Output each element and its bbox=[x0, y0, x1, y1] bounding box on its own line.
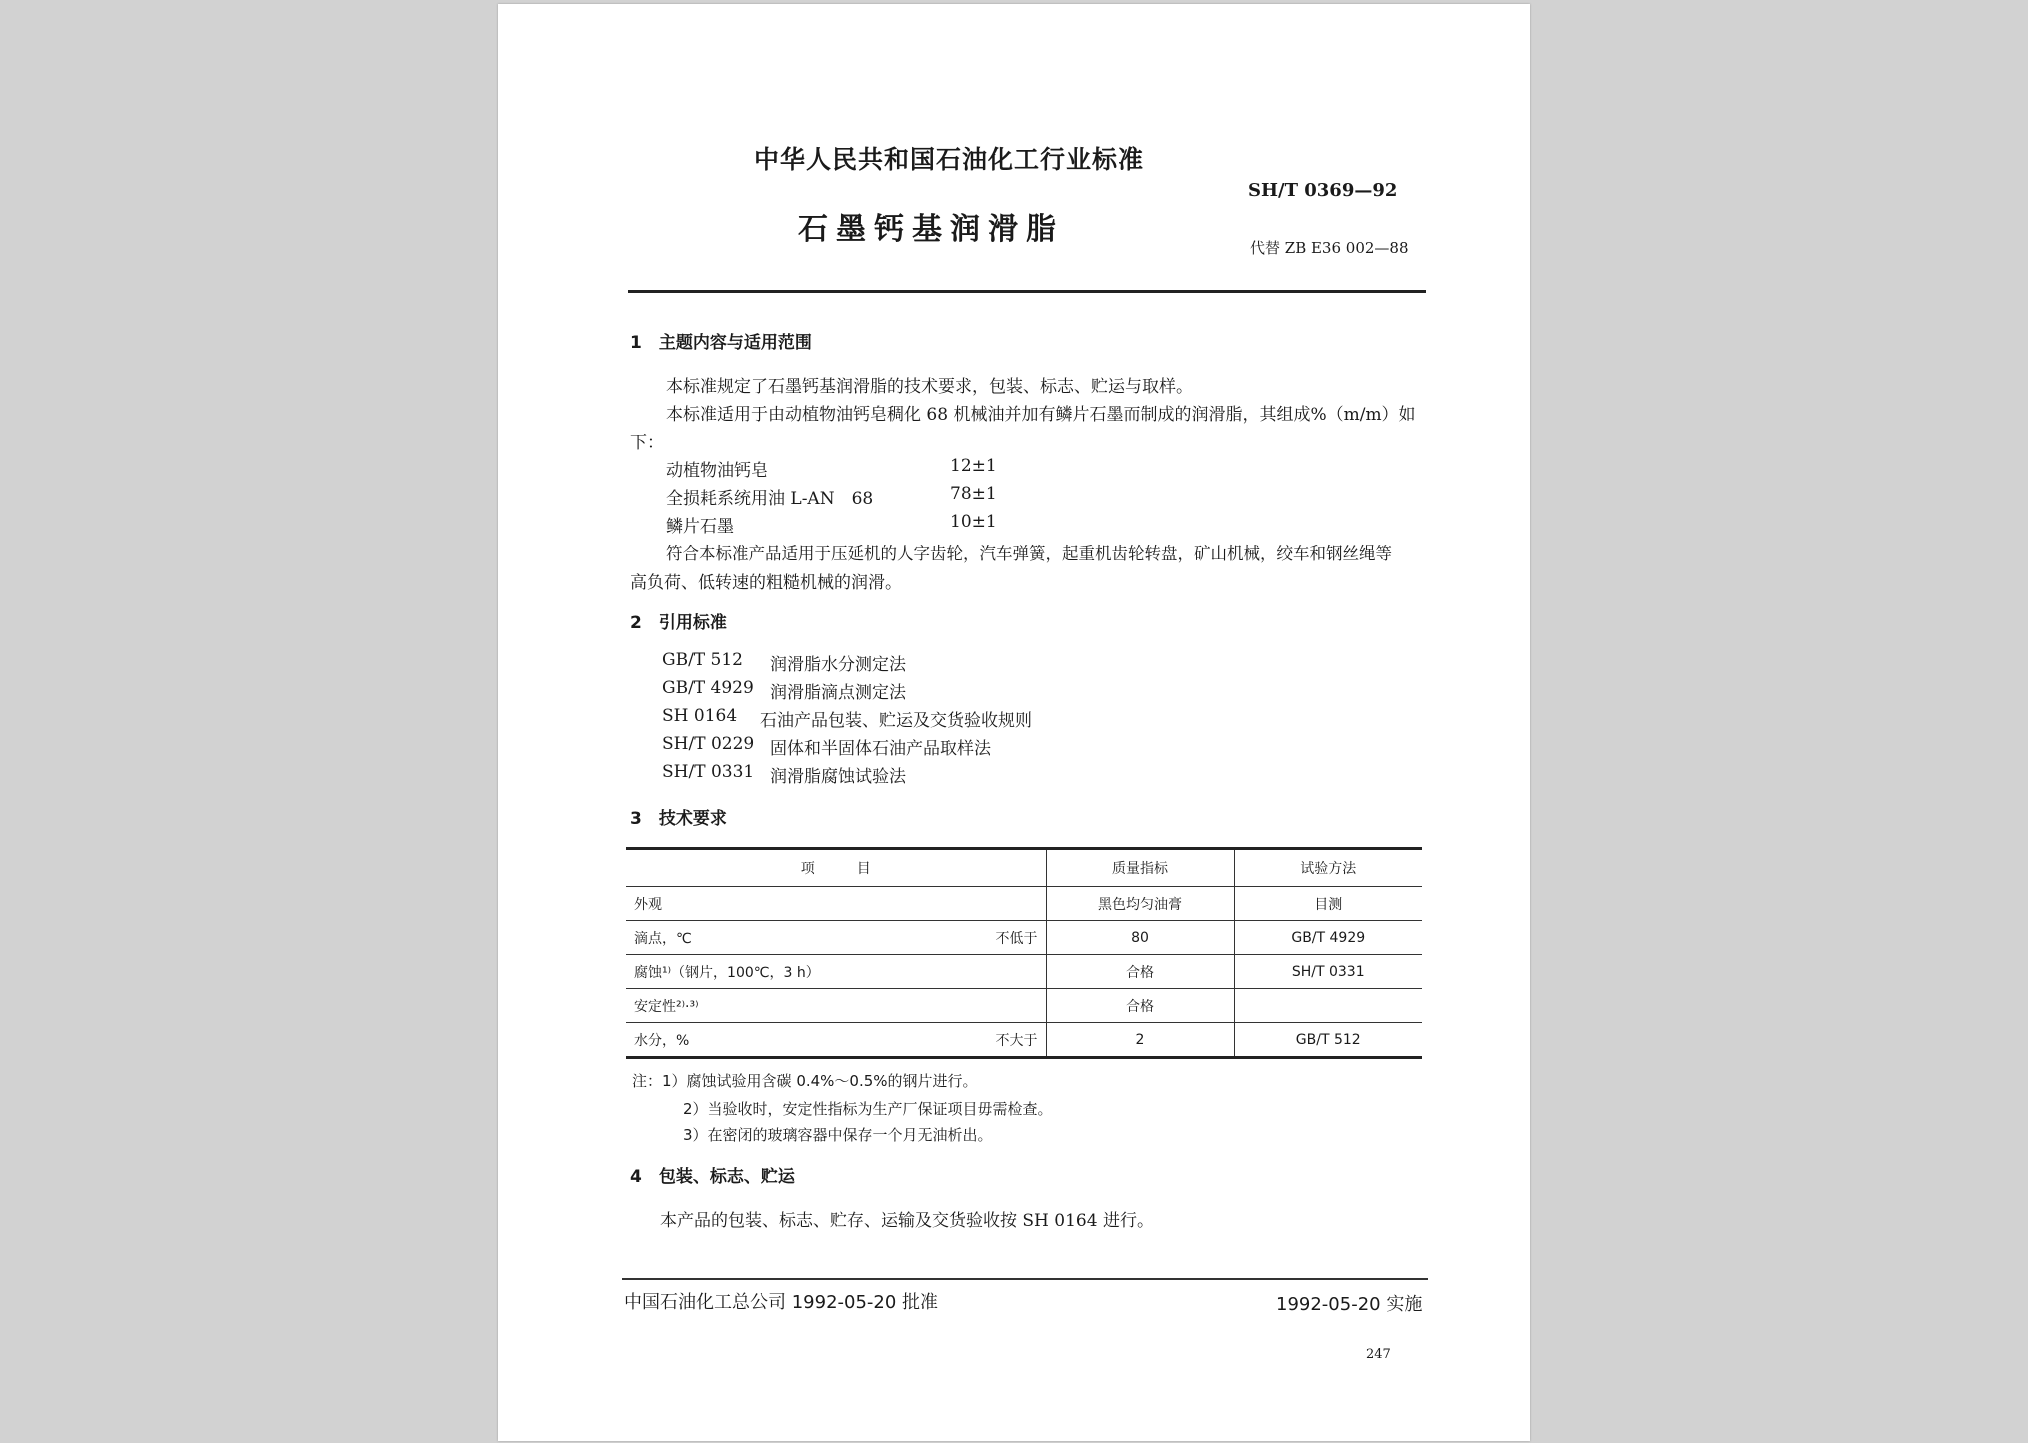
ref-name: 润滑脂腐蚀试验法 bbox=[770, 767, 906, 787]
table-cell-method: GB/T 4929 bbox=[1234, 921, 1422, 955]
composition-value: 78±1 bbox=[950, 484, 997, 504]
ref-name: 石油产品包装、贮运及交货验收规则 bbox=[760, 711, 1032, 731]
table-cell-item bbox=[626, 955, 1046, 989]
table-row bbox=[626, 887, 1422, 921]
table-row bbox=[626, 989, 1422, 1023]
approval-line: 中国石油化工总公司 1992-05-20 批准 bbox=[624, 1292, 939, 1313]
item-label: 外观 bbox=[634, 896, 662, 913]
table-cell-item bbox=[626, 1023, 1046, 1058]
table-cell-value: 合格 bbox=[1046, 955, 1234, 989]
table-header-cell: 项 目 bbox=[626, 849, 1046, 887]
section-1-para-2-cont: 下： bbox=[630, 433, 664, 453]
composition-name: 全损耗系统用油 L-AN 68 bbox=[666, 489, 874, 509]
table-header-row bbox=[626, 849, 1422, 887]
table-header-cell: 质量指标 bbox=[1046, 849, 1234, 887]
item-label: 腐蚀¹⁾（钢片，100℃，3 h） bbox=[634, 964, 820, 981]
table-cell-item bbox=[626, 989, 1046, 1023]
section-2-heading: 2 引用标准 bbox=[630, 613, 727, 633]
composition-name: 动植物油钙皂 bbox=[666, 461, 768, 481]
ref-code: SH/T 0331 bbox=[662, 762, 755, 782]
technical-requirements-table bbox=[626, 847, 1422, 1059]
table-cell-value: 合格 bbox=[1046, 989, 1234, 1023]
ref-code: GB/T 4929 bbox=[662, 678, 754, 698]
item-label: 水分，% bbox=[634, 1032, 690, 1049]
ref-code: SH/T 0229 bbox=[662, 734, 755, 754]
table-cell-item bbox=[626, 887, 1046, 921]
table-cell-method: 目测 bbox=[1234, 887, 1422, 921]
footer-divider bbox=[622, 1278, 1428, 1280]
ref-code: SH 0164 bbox=[662, 706, 738, 726]
header-divider bbox=[628, 290, 1426, 293]
item-label: 安定性²⁾·³⁾ bbox=[634, 998, 699, 1015]
section-1-para-3-cont: 高负荷、低转速的粗糙机械的润滑。 bbox=[630, 573, 902, 593]
section-1-para-1: 本标准规定了石墨钙基润滑脂的技术要求，包装、标志、贮运与取样。 bbox=[666, 377, 1193, 397]
section-1-heading: 1 主题内容与适用范围 bbox=[630, 333, 812, 353]
table-header-cell: 试验方法 bbox=[1234, 849, 1422, 887]
table-cell-value: 80 bbox=[1046, 921, 1234, 955]
table-note-2: 2）当验收时，安定性指标为生产厂保证项目毋需检查。 bbox=[683, 1100, 1053, 1118]
ref-name: 固体和半固体石油产品取样法 bbox=[770, 739, 991, 759]
org-title: 中华人民共和国石油化工行业标准 bbox=[754, 145, 1145, 174]
section-1-para-3: 符合本标准产品适用于压延机的人字齿轮，汽车弹簧，起重机齿轮转盘，矿山机械，绞车和钢丝绳等 bbox=[666, 544, 1392, 563]
ref-code: GB/T 512 bbox=[662, 650, 743, 670]
composition-name: 鳞片石墨 bbox=[666, 517, 734, 537]
table-note-3: 3）在密闭的玻璃容器中保存一个月无油析出。 bbox=[683, 1126, 993, 1144]
table-cell-method: GB/T 512 bbox=[1234, 1023, 1422, 1058]
section-3-heading: 3 技术要求 bbox=[630, 809, 727, 829]
replaces-note: 代替 ZB E36 002—88 bbox=[1250, 239, 1409, 257]
table-cell-value: 2 bbox=[1046, 1023, 1234, 1058]
item-limit: 不大于 bbox=[995, 1032, 1038, 1049]
section-4-para-1: 本产品的包装、标志、贮存、运输及交货验收按 SH 0164 进行。 bbox=[660, 1211, 1154, 1231]
table-cell-method bbox=[1234, 989, 1422, 1023]
table-cell-value: 黑色均匀油膏 bbox=[1046, 887, 1234, 921]
document-page bbox=[498, 4, 1530, 1441]
table-cell-item bbox=[626, 921, 1046, 955]
section-4-heading: 4 包装、标志、贮运 bbox=[630, 1167, 795, 1187]
table-note-1: 注：1）腐蚀试验用含碳 0.4%～0.5%的钢片进行。 bbox=[632, 1072, 978, 1090]
table-row bbox=[626, 1023, 1422, 1058]
ref-name: 润滑脂水分测定法 bbox=[770, 655, 906, 675]
table-row bbox=[626, 921, 1422, 955]
effective-date: 1992-05-20 实施 bbox=[1276, 1294, 1423, 1315]
composition-value: 10±1 bbox=[950, 512, 997, 532]
document-title: 石墨钙基润滑脂 bbox=[798, 212, 1064, 247]
composition-value: 12±1 bbox=[950, 456, 997, 476]
table-cell-method: SH/T 0331 bbox=[1234, 955, 1422, 989]
ref-name: 润滑脂滴点测定法 bbox=[770, 683, 906, 703]
item-limit: 不低于 bbox=[995, 930, 1038, 947]
standard-number: SH/T 0369—92 bbox=[1248, 180, 1398, 201]
section-1-para-2: 本标准适用于由动植物油钙皂稠化 68 机械油并加有鳞片石墨而制成的润滑脂，其组成%（m/m）如 bbox=[666, 405, 1416, 425]
page-number: 247 bbox=[1366, 1347, 1391, 1362]
table-row bbox=[626, 955, 1422, 989]
item-label: 滴点，℃ bbox=[634, 930, 692, 947]
